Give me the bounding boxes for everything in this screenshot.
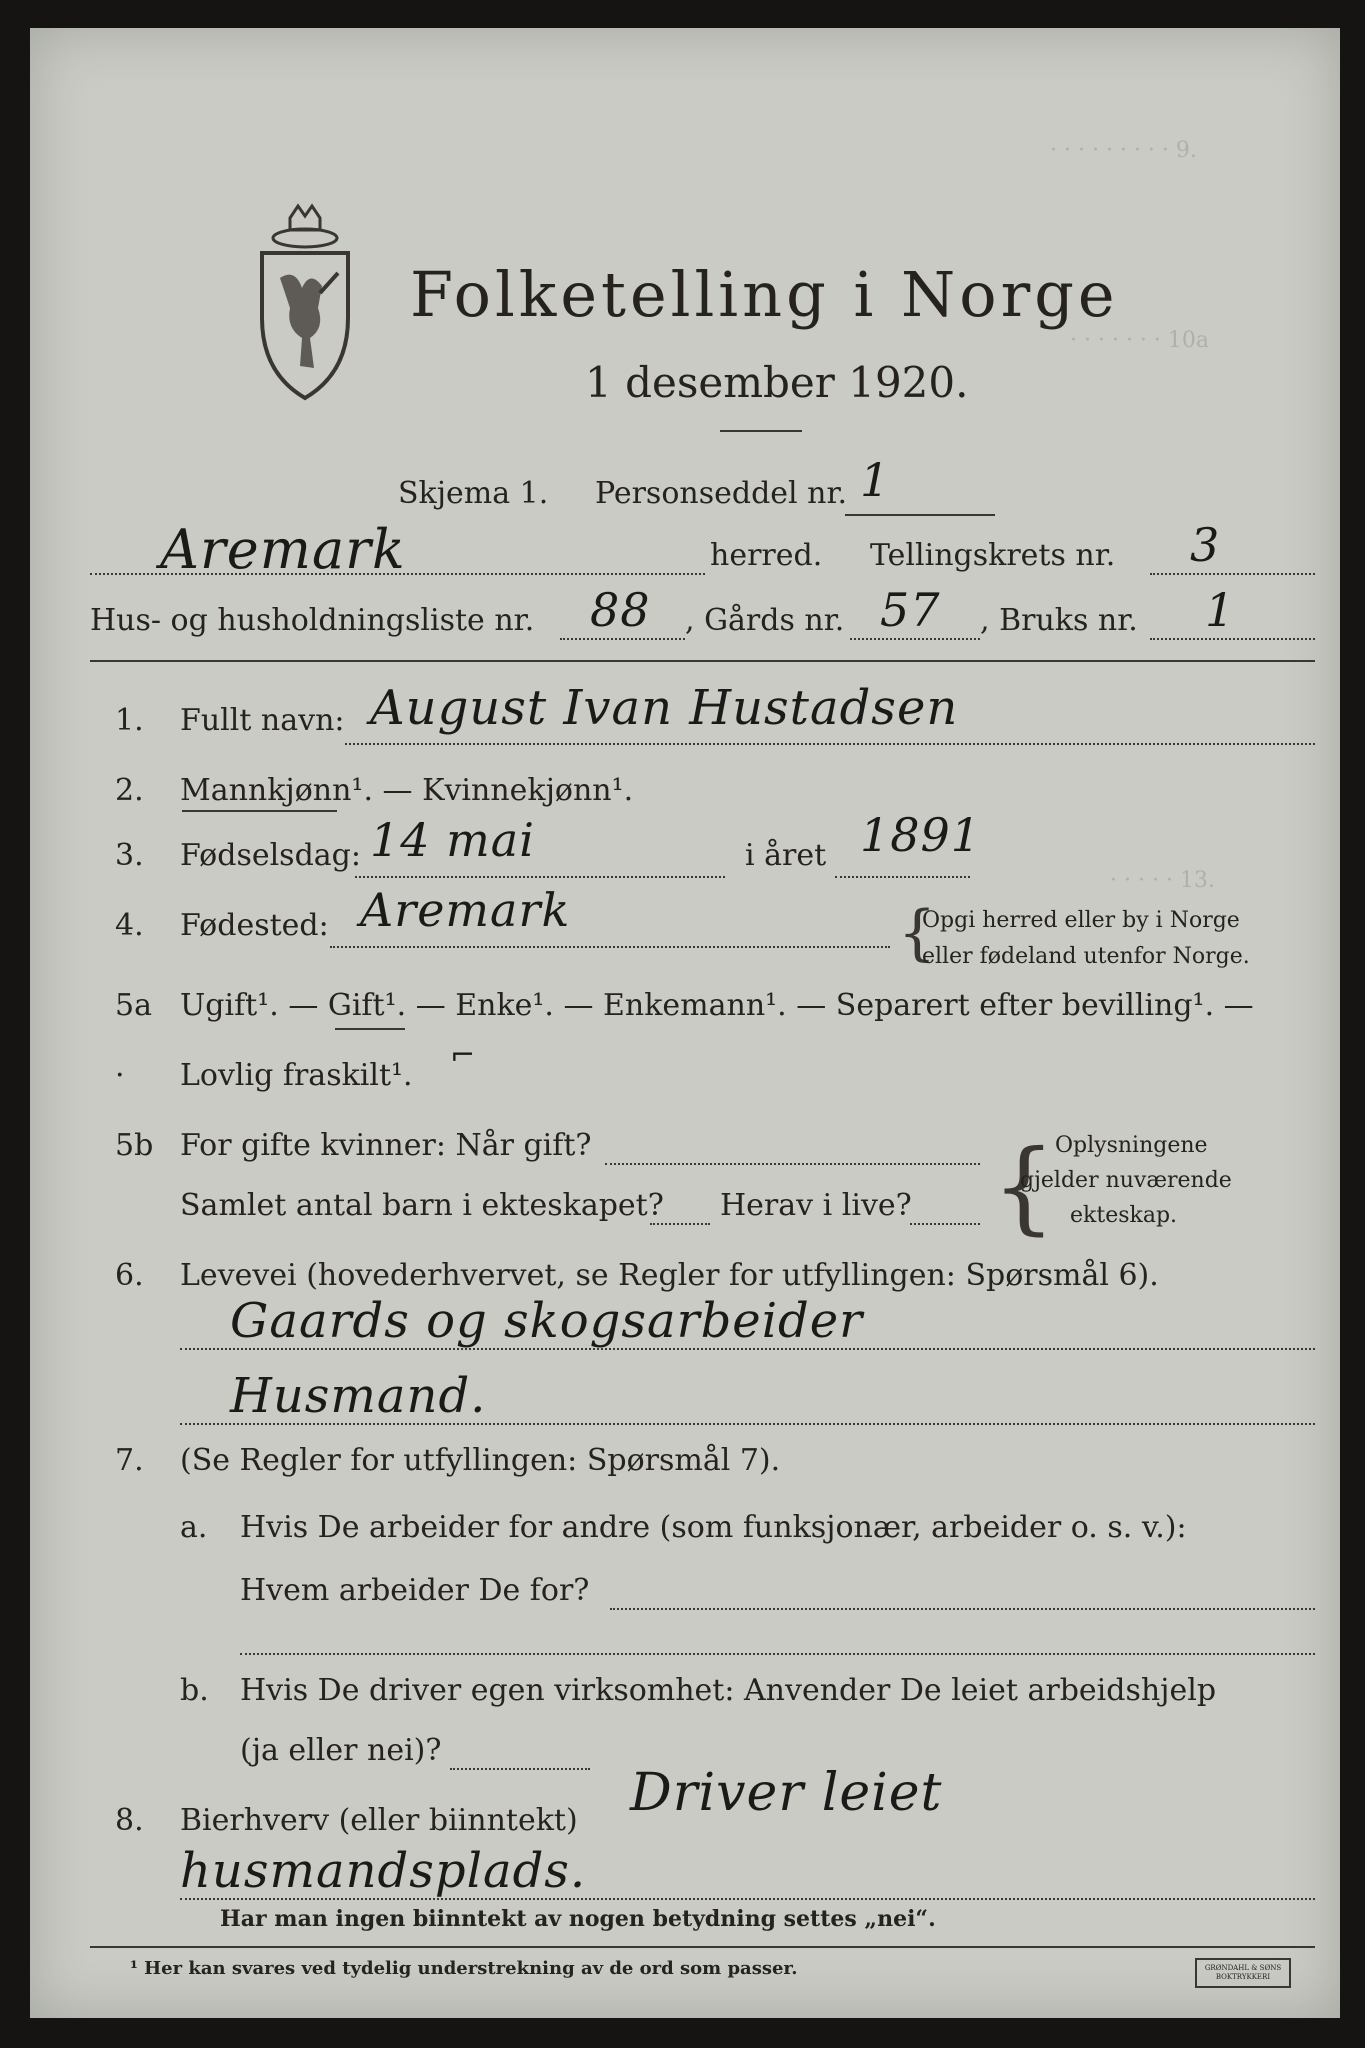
q7a-letter: a. [180, 1510, 208, 1545]
q4-birthplace-value[interactable]: Aremark [360, 883, 571, 937]
norway-coat-of-arms-icon [250, 198, 360, 408]
bruks-label: , Bruks nr. [980, 603, 1138, 638]
q3-number: 3. [115, 838, 144, 873]
q8-sideincome-value-2[interactable]: husmandsplads. [180, 1843, 587, 1899]
hus-line [560, 638, 685, 640]
q5a-bullet: · [115, 1058, 125, 1093]
q5a-number: 5a [115, 988, 152, 1023]
q6-occupation-value-1[interactable]: Gaards og skogsarbeider [230, 1293, 864, 1349]
q7a-employer-line-2 [240, 1653, 1315, 1655]
q3-label: Fødselsdag: [180, 838, 361, 873]
q8-label: Bierhverv (eller biinntekt) [180, 1803, 578, 1838]
q1-label: Fullt navn: [180, 703, 345, 738]
gards-line [850, 638, 980, 640]
bleed-through-text: · · · · · · · 10a [1070, 328, 1210, 353]
schema-label: Skjema 1. [398, 476, 549, 511]
hus-value[interactable]: 88 [590, 583, 651, 637]
q5b-number: 5b [115, 1128, 154, 1163]
q1-line [345, 743, 1315, 745]
q7a-employer-line [610, 1608, 1315, 1610]
q5b-brace: { [992, 1128, 1056, 1245]
footer-divider [90, 1946, 1315, 1948]
q5a-underline-gift [335, 1028, 405, 1030]
q2-number: 2. [115, 773, 144, 808]
q8-number: 8. [115, 1803, 144, 1838]
hus-label: Hus- og husholdningsliste nr. [90, 603, 535, 638]
gards-value[interactable]: 57 [880, 583, 941, 637]
q6-number: 6. [115, 1258, 144, 1293]
q1-full-name-value[interactable]: August Ivan Hustadsen [370, 680, 959, 736]
q4-label: Fødested: [180, 908, 329, 943]
q4-brace: { [898, 898, 937, 968]
form-title: Folketelling i Norge [410, 258, 1119, 331]
bleed-through-text: · · · · · · · · · 9. [1050, 138, 1197, 163]
q7a-employer-label: Hvem arbeider De for? [240, 1573, 590, 1608]
q5b-married-line [605, 1163, 980, 1165]
personseddel-label: Personseddel nr. [595, 476, 848, 511]
bleed-through-text: · · · · · 13. [1110, 868, 1215, 893]
q1-number: 1. [115, 703, 144, 738]
q5a-options-line-2[interactable]: Lovlig fraskilt¹. [180, 1058, 413, 1093]
q7-label: (Se Regler for utfyllingen: Spørsmål 7). [180, 1443, 781, 1478]
q3-year-value[interactable]: 1891 [860, 808, 982, 862]
title-divider [720, 430, 802, 432]
q7-number: 7. [115, 1443, 144, 1478]
q4-line [330, 946, 890, 948]
q5a-marital-options[interactable]: Ugift¹. — Gift¹. — Enke¹. — Enkemann¹. — Separert efter bevilling¹. — [180, 988, 1254, 1023]
printer-stamp: GRØNDAHL & SØNS BOKTRYKKERI [1195, 1958, 1291, 1988]
q4-note-2: eller fødeland utenfor Norge. [922, 944, 1250, 969]
q6-line-2 [180, 1423, 1315, 1425]
herred-label: herred. [710, 538, 823, 573]
q2-underline-mannkjonn [182, 810, 337, 812]
q7b-yesno-label: (ja eller nei)? [240, 1733, 442, 1768]
q7b-label: Hvis De driver egen virksomhet: Anvender De leiet arbeidshjelp [240, 1673, 1217, 1708]
q2-gender-options[interactable]: Mannkjønn¹. — Kvinnekjønn¹. [180, 773, 634, 808]
bruks-value[interactable]: 1 [1205, 583, 1236, 637]
q4-number: 4. [115, 908, 144, 943]
bruks-line [1150, 638, 1315, 640]
q5b-note-1: Oplysningene [1055, 1133, 1208, 1158]
q8-sideincome-value-1[interactable]: Driver leiet [630, 1763, 943, 1823]
q6-line-1 [180, 1348, 1315, 1350]
census-date: 1 desember 1920. [585, 358, 969, 407]
herred-value[interactable]: Aremark [160, 518, 406, 581]
q5b-label: For gifte kvinner: Når gift? [180, 1128, 592, 1163]
herred-line [90, 573, 705, 575]
q7a-label: Hvis De arbeider for andre (som funksjonær, arbeider o. s. v.): [240, 1510, 1187, 1545]
q6-occupation-value-2[interactable]: Husmand. [230, 1368, 487, 1424]
personseddel-value[interactable]: 1 [860, 453, 891, 507]
q4-note-1: Opgi herred eller by i Norge [922, 908, 1240, 933]
tellingskrets-label: Tellingskrets nr. [870, 538, 1116, 573]
q7b-yesno-line [450, 1768, 590, 1770]
q5b-children-line [650, 1223, 710, 1225]
gards-label: , Gårds nr. [685, 603, 845, 638]
footnote-text: ¹ Her kan svares ved tydelig understrekning av de ord som passer. [130, 1958, 798, 1979]
q5b-note-2: gjelder nuværende [1020, 1168, 1232, 1193]
personseddel-line [845, 514, 995, 516]
q5a-mark: ⌐ [450, 1038, 477, 1073]
q3-birthday-value[interactable]: 14 mai [370, 813, 535, 867]
q7b-letter: b. [180, 1673, 209, 1708]
q3-year-label: i året [745, 838, 827, 873]
q5b-children-label: Samlet antal barn i ekteskapet? [180, 1188, 664, 1223]
q3-year-line [835, 876, 970, 878]
q8-line [180, 1898, 1315, 1900]
q8-note: Har man ingen biinntekt av nogen betydning settes „nei“. [220, 1906, 936, 1932]
q6-label: Levevei (hovederhvervet, se Regler for utfyllingen: Spørsmål 6). [180, 1258, 1159, 1293]
tellingskrets-line [1150, 573, 1315, 575]
census-form-page [30, 28, 1340, 2018]
tellingskrets-value[interactable]: 3 [1190, 518, 1221, 572]
q3-line [355, 876, 725, 878]
q5b-alive-line [910, 1223, 980, 1225]
section-divider [90, 660, 1315, 662]
q5b-alive-label: Herav i live? [720, 1188, 912, 1223]
q5b-note-3: ekteskap. [1070, 1203, 1178, 1228]
